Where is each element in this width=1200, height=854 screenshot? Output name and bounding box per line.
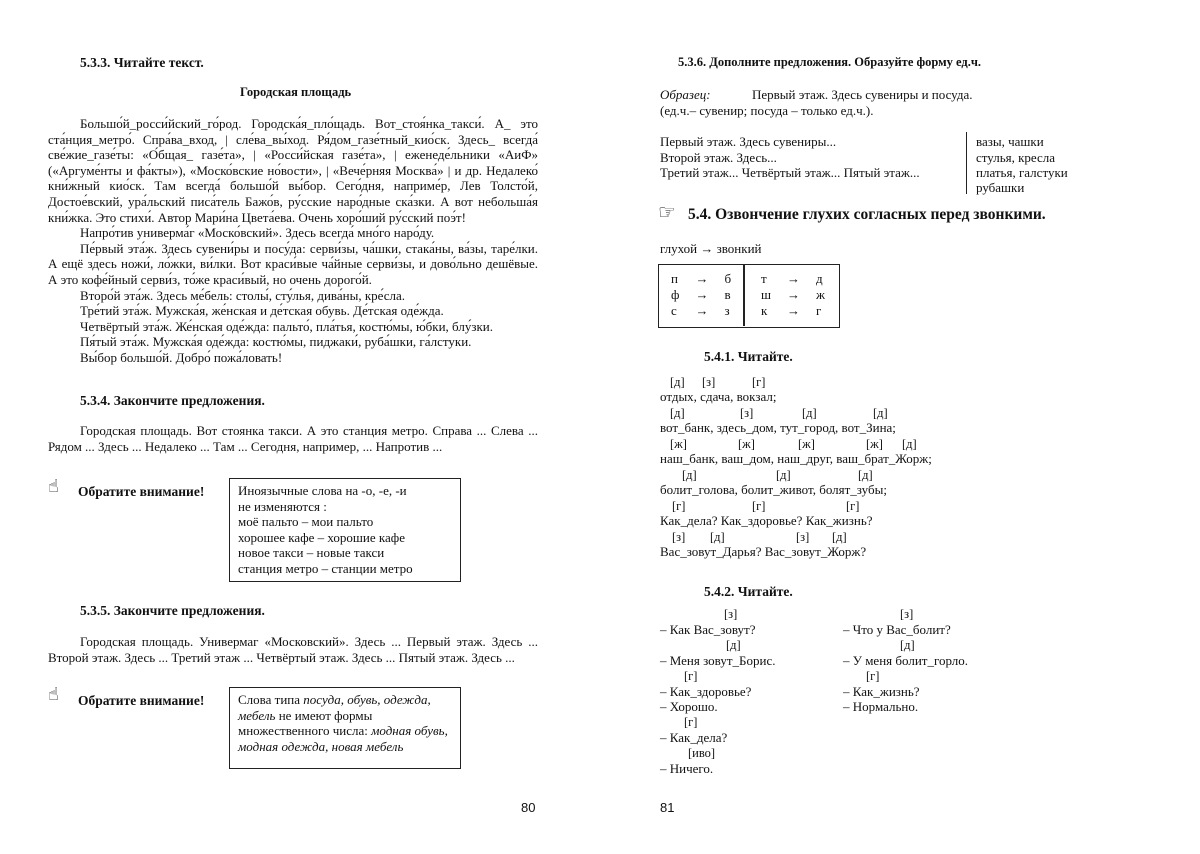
- attention-label: Обратите внимание!: [78, 693, 205, 708]
- attention-label: Обратите внимание!: [78, 484, 205, 499]
- section-heading-5-4-2: 5.4.2. Читайте.: [704, 584, 793, 599]
- paragraph: Четвёртый эта́ж. Же́нская оде́жда: пальто́, пла́тья, костю́мы, ю́бки, блу́зки.: [80, 318, 493, 334]
- paragraph: Вы́бор большо́й. Добро́ пожа́ловать!: [80, 349, 283, 365]
- right-page: 5.3.6. Дополните предложения. Образуйте форму ед.ч. Образец: Первый этаж. Здесь сувениры и посуда. (ед.ч.– сувенир; посуда – только ед.ч.). Первый этаж. Здесь сувениры... Второй этаж. Здесь... Третий этаж... Четвёртый этаж... Пятый этаж... вазы, чашки стулья, кресла платья, галстуки рубашки ☞ 5.4. Озвончение глухих согласных перед звонкими. глухой → звонкий п → б ф → в с → з т → д ш → ж к → г 5.4.1. Читайте. [д] [з] [г] отдых, сдача, вокзал; [д] [з] [д] [д] вот_банк, здесь_дом, тут_город, вот_Зина; [ж] [ж] [ж] [ж] [д] наш_банк, ваш_дом, наш_друг, ваш_брат_Жорж; [д] [д] [д] болит_голова, болит_живот, болят_зубы; [г] [г] [г] Как_дела? Как_здоровье? Как_жизнь? [з] [д] [з] [д] Вас_зовут_Дарья? Вас_зовут_Жорж? 5.4.2. Читайте. [з] – Как Вас_зовут? [д] – Меня зовут_Борис. [г] – Как_здоровье? – Хорошо. [г] – Как_дела? [иво] – Ничего. [з] – Что у Вас_болит? [д] – У меня болит_горло. [г] – Как_жизнь? – Нормально. 81: [658, 55, 1068, 815]
- dialogue-line: – Что у Вас_болит?: [843, 622, 951, 637]
- section-heading-5-4-1: 5.4.1. Читайте.: [704, 349, 793, 364]
- dialogue-line: – Хорошо.: [660, 699, 718, 714]
- dialogue-line: – Нормально.: [843, 699, 919, 714]
- pointing-hand-icon: ☝: [48, 684, 59, 705]
- reading-line: наш_банк, ваш_дом, наш_друг, ваш_брат_Жорж;: [660, 451, 932, 466]
- dialogue-line: – Как_жизнь?: [843, 684, 920, 699]
- dialogue-line: – У меня болит_горло.: [843, 653, 969, 668]
- sample-label: Образец:: [660, 87, 711, 102]
- paragraph: Пе́рвый эта́ж. Здесь сувени́ры и посу́да: серви́зы, ча́шки, стака́ны, ва́зы, таре́лки. А ещё здесь ножи́, ло́жки, ви́лки. Вот краси́вые ча́йные серви́зы, и дово́льно дешёвые. А это кофе́йный серви́з, то́же краси́вый, но очень дорого́й.: [48, 240, 538, 287]
- text-title: Городская площадь: [240, 85, 352, 99]
- reading-line: болит_голова, болит_живот, болят_зубы;: [660, 482, 887, 497]
- dialogue-line: – Меня зовут_Борис.: [660, 653, 776, 668]
- reading-line: отдых, сдача, вокзал;: [660, 389, 777, 404]
- column-divider: [966, 132, 967, 194]
- section-heading-5-4: 5.4. Озвончение глухих согласных перед звонкими.: [688, 206, 1046, 223]
- reading-line: Как_дела? Как_здоровье? Как_жизнь?: [660, 513, 873, 528]
- dialogue-line: – Как_здоровье?: [660, 684, 752, 699]
- paragraph: Тре́тий эта́ж. Мужска́я, же́нская и де́тская обувь. Де́тская оде́жда.: [80, 303, 444, 319]
- paragraph: Пя́тый эта́ж. Мужска́я оде́жда: костю́мы, пиджаки́, руба́шки, га́лстуки.: [80, 334, 472, 350]
- section-heading-5-3-4: 5.3.4. Закончите предложения.: [80, 393, 265, 408]
- reading-line: Вас_зовут_Дарья? Вас_зовут_Жорж?: [660, 544, 867, 559]
- consonant-table: п → б ф → в с → з т → д ш → ж к → г: [658, 264, 840, 328]
- dialogue-line: – Ничего.: [660, 761, 714, 776]
- paragraph: Большо́й_росси́йский_го́род. Городска́я_пло́щадь. Вот_стоя́нка_такси́. А_ это ста́нция_метро́. Спра́ва_вход, | сле́ва_вы́ход. Ря́дом_газе́тный_кио́ск. Здесь_ всегда́ све́жие_газе́ты: «О́бщая_ газе́та», | «Росси́йская газе́та», | еженеде́льники «АиФ» («Аргуме́нты и фа́кты»), «Моско́вские но́вости», | «Вече́рняя Москва́» | и др. Недалеко́ кни́жный кио́ск. Там всегда́ большо́й вы́бор. Сего́дня, наприме́р, Лев Толсто́й, Достое́вский, ура́льский писа́тель Бажо́в, ру́сские наро́дные ска́зки. А вот небольша́я кни́жка. Это стихи́. Автор Мари́на Цвета́ева. Очень хоро́ший ру́сский поэ́т!: [48, 116, 538, 225]
- note-box-no-plural: Слова типа посуда, обувь, одежда, мебель не имеют формы множественного числа: модная обувь, модная одежда, новая мебель: [229, 687, 461, 769]
- reading-text: [48, 116, 538, 366]
- sample-note: (ед.ч.– сувенир; посуда – только ед.ч.).: [660, 103, 874, 118]
- pointing-finger-icon: ☞: [658, 200, 676, 224]
- dialogue-line: – Как_дела?: [660, 730, 728, 745]
- page-number: 81: [660, 800, 675, 815]
- voicing-label: глухой → звонкий: [660, 241, 762, 256]
- section-heading-5-3-3: 5.3.3. Читайте текст.: [80, 55, 204, 70]
- section-heading-5-3-6: 5.3.6. Дополните предложения. Образуйте форму ед.ч.: [678, 55, 982, 69]
- exercise-5-3-5: Городская площадь. Универмаг «Московский». Здесь ... Первый этаж. Здесь ... Второй этаж. Здесь ... Третий этаж ... Четвёртый этаж. Здесь ... Пятый этаж. Здесь ...: [48, 634, 538, 665]
- paragraph: Второ́й эта́ж. Здесь ме́бель: столы́, сту́лья, дива́ны, кре́сла.: [80, 287, 406, 303]
- page-number: 80: [521, 800, 536, 815]
- pointing-hand-icon: ☝: [48, 476, 59, 497]
- dialogue-line: – Как Вас_зовут?: [660, 622, 756, 637]
- reading-line: вот_банк, здесь_дом, тут_город, вот_Зина;: [660, 420, 896, 435]
- sample-line: [660, 87, 711, 103]
- note-box-foreign-words: Иноязычные слова на -о, -е, -и не изменяются : моё пальто – мои пальто хорошее кафе – хорошие кафе новое такси – новые такси станция метро – станции метро: [229, 478, 461, 582]
- exercise-5-3-4: Городская площадь. Вот стоянка такси. А это станция метро. Справа ... Слева ... Рядом ... Здесь ... Недалеко ... Там ... Сегодня, например, ... Напротив ...: [48, 423, 538, 454]
- section-heading-5-3-5: 5.3.5. Закончите предложения.: [80, 603, 265, 618]
- paragraph: Напро́тив универма́г «Моско́вский». Здесь всегда́ мно́го наро́ду.: [80, 225, 435, 241]
- sample-text: Первый этаж. Здесь сувениры и посуда.: [752, 87, 973, 102]
